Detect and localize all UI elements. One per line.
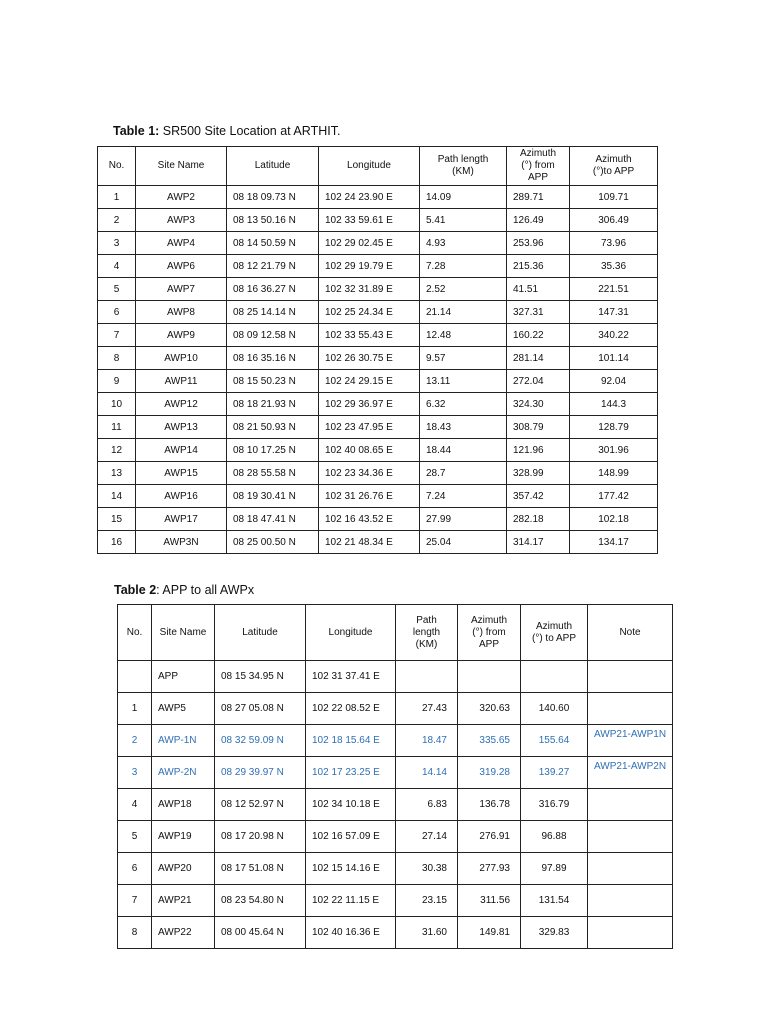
table-row [98, 439, 658, 462]
table-cell: 289.71 [507, 186, 570, 209]
table-row [118, 693, 673, 725]
table-cell: 148.99 [570, 462, 658, 485]
table-cell: 215.36 [507, 255, 570, 278]
note-cell [588, 853, 673, 885]
table-cell: 6 [118, 853, 152, 885]
table-cell: 14 [98, 485, 136, 508]
table-cell: 08 32 59.09 N [215, 725, 306, 757]
table-cell: 102 16 57.09 E [306, 821, 396, 853]
table1-caption [113, 124, 340, 138]
table-cell: 15 [98, 508, 136, 531]
table-cell: 13.11 [420, 370, 507, 393]
table-cell: 102 16 43.52 E [319, 508, 420, 531]
table-cell: AWP9 [136, 324, 227, 347]
table-cell: 2.52 [420, 278, 507, 301]
table-row [98, 301, 658, 324]
table-cell: AWP7 [136, 278, 227, 301]
table1-caption-label: Table 1: [113, 124, 160, 138]
table-cell: APP [152, 661, 215, 693]
table-cell: 08 16 35.16 N [227, 347, 319, 370]
table-cell: 311.56 [458, 885, 521, 917]
table-cell: 6 [98, 301, 136, 324]
table-cell: 319.28 [458, 757, 521, 789]
table-cell: 30.38 [396, 853, 458, 885]
table-cell: 253.96 [507, 232, 570, 255]
table2-header-cell: No. [118, 605, 152, 661]
table-cell: 306.49 [570, 209, 658, 232]
table-cell [396, 661, 458, 693]
table1-header-cell: Longitude [319, 147, 420, 186]
table-cell: 23.15 [396, 885, 458, 917]
table-row [118, 757, 673, 789]
table-cell: 357.42 [507, 485, 570, 508]
table-cell: 102 22 11.15 E [306, 885, 396, 917]
table-cell: 97.89 [521, 853, 588, 885]
table-cell: AWP-2N [152, 757, 215, 789]
table-cell: 92.04 [570, 370, 658, 393]
table-cell: 102 40 08.65 E [319, 439, 420, 462]
table-cell: 08 23 54.80 N [215, 885, 306, 917]
table-cell: 08 18 09.73 N [227, 186, 319, 209]
table-cell: AWP6 [136, 255, 227, 278]
table-cell: 31.60 [396, 917, 458, 949]
table-cell: 08 09 12.58 N [227, 324, 319, 347]
table-cell: 102 31 37.41 E [306, 661, 396, 693]
table-cell: 08 10 17.25 N [227, 439, 319, 462]
table-cell: 10 [98, 393, 136, 416]
table-cell: AWP2 [136, 186, 227, 209]
table2-body [118, 661, 673, 949]
table2-caption-text: : APP to all AWPx [156, 583, 255, 597]
table-row [118, 725, 673, 757]
table-cell: 14.09 [420, 186, 507, 209]
table-cell: AWP4 [136, 232, 227, 255]
table-cell: 08 18 47.41 N [227, 508, 319, 531]
table1-header-cell: Path length (KM) [420, 147, 507, 186]
note-cell [588, 661, 673, 693]
table-row [98, 186, 658, 209]
table-row [98, 416, 658, 439]
table2-caption [114, 583, 254, 597]
table-cell: 316.79 [521, 789, 588, 821]
table-row [118, 789, 673, 821]
table1-header-cell: Azimuth (°)to APP [570, 147, 658, 186]
table1-header-row [98, 147, 658, 186]
table-cell: 18.47 [396, 725, 458, 757]
table-cell: 101.14 [570, 347, 658, 370]
table-cell: 96.88 [521, 821, 588, 853]
table-cell: 144.3 [570, 393, 658, 416]
table-cell: 08 17 20.98 N [215, 821, 306, 853]
table-row [118, 853, 673, 885]
table-cell: 281.14 [507, 347, 570, 370]
table-row [118, 821, 673, 853]
table-cell: AWP3 [136, 209, 227, 232]
table1-header-cell: Site Name [136, 147, 227, 186]
table-cell: 9 [98, 370, 136, 393]
table-cell [521, 661, 588, 693]
table-cell: AWP11 [136, 370, 227, 393]
table-row [98, 531, 658, 554]
table-cell: 11 [98, 416, 136, 439]
table-cell: 340.22 [570, 324, 658, 347]
table-cell: 102 34 10.18 E [306, 789, 396, 821]
table-cell: 140.60 [521, 693, 588, 725]
table-cell: 126.49 [507, 209, 570, 232]
table-cell: 7.24 [420, 485, 507, 508]
table-cell: AWP10 [136, 347, 227, 370]
table-cell: 08 14 50.59 N [227, 232, 319, 255]
table-cell: 08 17 51.08 N [215, 853, 306, 885]
table-cell: 121.96 [507, 439, 570, 462]
note-cell [588, 693, 673, 725]
table-cell: 102.18 [570, 508, 658, 531]
table-cell: 7 [98, 324, 136, 347]
table-cell: AWP-1N [152, 725, 215, 757]
table-row [98, 347, 658, 370]
app-to-awp-table [117, 604, 673, 949]
table-cell: 328.99 [507, 462, 570, 485]
table-cell: 102 29 19.79 E [319, 255, 420, 278]
table-row [98, 255, 658, 278]
table-cell: 7.28 [420, 255, 507, 278]
table1-caption-text: SR500 Site Location at ARTHIT. [159, 124, 341, 138]
table-cell: 102 33 55.43 E [319, 324, 420, 347]
table1-header-cell: Latitude [227, 147, 319, 186]
table-cell: 18.44 [420, 439, 507, 462]
table-cell: AWP8 [136, 301, 227, 324]
table-cell: 08 12 21.79 N [227, 255, 319, 278]
table1-header-cell: No. [98, 147, 136, 186]
table-cell: 102 32 31.89 E [319, 278, 420, 301]
table-cell: 08 21 50.93 N [227, 416, 319, 439]
table-row [98, 485, 658, 508]
table-cell: AWP22 [152, 917, 215, 949]
table-cell: 134.17 [570, 531, 658, 554]
table-row [118, 885, 673, 917]
table-cell: 139.27 [521, 757, 588, 789]
table-cell: AWP3N [136, 531, 227, 554]
table-cell: 41.51 [507, 278, 570, 301]
table-cell: 8 [118, 917, 152, 949]
table-cell: 8 [98, 347, 136, 370]
table-cell [458, 661, 521, 693]
table-row [98, 462, 658, 485]
table-cell: 08 15 50.23 N [227, 370, 319, 393]
table-cell: 102 29 36.97 E [319, 393, 420, 416]
table2-header-cell: Azimuth (°) from APP [458, 605, 521, 661]
table-cell: 155.64 [521, 725, 588, 757]
table-cell: 6.83 [396, 789, 458, 821]
table-cell: 128.79 [570, 416, 658, 439]
table-cell: AWP5 [152, 693, 215, 725]
table-cell: 136.78 [458, 789, 521, 821]
site-location-table [97, 146, 658, 554]
table-cell: 7 [118, 885, 152, 917]
table-cell: 08 13 50.16 N [227, 209, 319, 232]
table-row [98, 508, 658, 531]
table-cell: AWP14 [136, 439, 227, 462]
table-cell: 6.32 [420, 393, 507, 416]
table-cell: AWP15 [136, 462, 227, 485]
table2-header-cell: Longitude [306, 605, 396, 661]
table-row [98, 393, 658, 416]
table2-caption-label: Table 2 [114, 583, 157, 597]
table-cell: 13 [98, 462, 136, 485]
table-cell: AWP12 [136, 393, 227, 416]
table-cell: AWP20 [152, 853, 215, 885]
table-row [118, 661, 673, 693]
table-cell: 08 28 55.58 N [227, 462, 319, 485]
table-cell: 102 17 23.25 E [306, 757, 396, 789]
table-cell: AWP13 [136, 416, 227, 439]
table2-header-row [118, 605, 673, 661]
table-cell: 102 15 14.16 E [306, 853, 396, 885]
table-cell: 08 25 00.50 N [227, 531, 319, 554]
table-cell: 73.96 [570, 232, 658, 255]
note-cell: AWP21-AWP1N [588, 725, 673, 757]
table-cell: 102 18 15.64 E [306, 725, 396, 757]
note-cell [588, 917, 673, 949]
table-cell: 08 29 39.97 N [215, 757, 306, 789]
note-cell [588, 885, 673, 917]
table-cell: 147.31 [570, 301, 658, 324]
table-cell: 08 27 05.08 N [215, 693, 306, 725]
table-cell: 12.48 [420, 324, 507, 347]
table-cell: 177.42 [570, 485, 658, 508]
table-row [98, 370, 658, 393]
table-cell: 131.54 [521, 885, 588, 917]
table-cell: 14.14 [396, 757, 458, 789]
table-cell: 08 12 52.97 N [215, 789, 306, 821]
table-row [98, 209, 658, 232]
table2-header-cell: Latitude [215, 605, 306, 661]
table-cell: 324.30 [507, 393, 570, 416]
table-cell: 102 22 08.52 E [306, 693, 396, 725]
table1-body [98, 186, 658, 554]
table2-header-cell: Path length (KM) [396, 605, 458, 661]
table-row [118, 917, 673, 949]
table-cell: 2 [118, 725, 152, 757]
table-cell: 109.71 [570, 186, 658, 209]
table-cell: 160.22 [507, 324, 570, 347]
table2-header-cell: Site Name [152, 605, 215, 661]
table-row [98, 278, 658, 301]
table-cell: 1 [118, 693, 152, 725]
table2-header-cell: Note [588, 605, 673, 661]
table-cell: 308.79 [507, 416, 570, 439]
table-cell: 4.93 [420, 232, 507, 255]
table-cell: 102 24 29.15 E [319, 370, 420, 393]
table-cell: 102 40 16.36 E [306, 917, 396, 949]
table-cell: 102 24 23.90 E [319, 186, 420, 209]
table2-header-cell: Azimuth (°) to APP [521, 605, 588, 661]
table-cell: 28.7 [420, 462, 507, 485]
table-cell: 16 [98, 531, 136, 554]
table-cell: 12 [98, 439, 136, 462]
table-cell: 276.91 [458, 821, 521, 853]
table-cell: 27.14 [396, 821, 458, 853]
table-cell: 08 19 30.41 N [227, 485, 319, 508]
table-cell: 102 21 48.34 E [319, 531, 420, 554]
table-cell: 149.81 [458, 917, 521, 949]
note-cell [588, 789, 673, 821]
table-cell: 102 23 34.36 E [319, 462, 420, 485]
table-cell: 08 16 36.27 N [227, 278, 319, 301]
table-cell: 320.63 [458, 693, 521, 725]
table-cell: AWP16 [136, 485, 227, 508]
table-cell: 301.96 [570, 439, 658, 462]
table-cell: 08 25 14.14 N [227, 301, 319, 324]
table-cell: 221.51 [570, 278, 658, 301]
table-cell: 08 00 45.64 N [215, 917, 306, 949]
table-cell: 102 25 24.34 E [319, 301, 420, 324]
table-cell: 08 18 21.93 N [227, 393, 319, 416]
note-cell [588, 821, 673, 853]
table-row [98, 324, 658, 347]
table-cell: AWP21 [152, 885, 215, 917]
table-cell: 1 [98, 186, 136, 209]
table-cell: 9.57 [420, 347, 507, 370]
table-cell: 35.36 [570, 255, 658, 278]
table-cell: 102 29 02.45 E [319, 232, 420, 255]
table-cell: 102 31 26.76 E [319, 485, 420, 508]
table-cell: AWP17 [136, 508, 227, 531]
table-cell: 25.04 [420, 531, 507, 554]
table-cell: AWP19 [152, 821, 215, 853]
table1-header-cell: Azimuth (°) from APP [507, 147, 570, 186]
table-cell: 102 23 47.95 E [319, 416, 420, 439]
table-cell [118, 661, 152, 693]
table-cell: 5 [118, 821, 152, 853]
table-cell: 4 [98, 255, 136, 278]
table-cell: 102 26 30.75 E [319, 347, 420, 370]
table-cell: 4 [118, 789, 152, 821]
table-cell: 5 [98, 278, 136, 301]
note-cell: AWP21-AWP2N [588, 757, 673, 789]
table-cell: 272.04 [507, 370, 570, 393]
table-cell: 3 [118, 757, 152, 789]
table-cell: 282.18 [507, 508, 570, 531]
table-cell: 3 [98, 232, 136, 255]
table-cell: 2 [98, 209, 136, 232]
table-cell: 102 33 59.61 E [319, 209, 420, 232]
table-cell: AWP18 [152, 789, 215, 821]
table-cell: 5.41 [420, 209, 507, 232]
table-cell: 18.43 [420, 416, 507, 439]
table-cell: 329.83 [521, 917, 588, 949]
table-cell: 27.99 [420, 508, 507, 531]
table-cell: 277.93 [458, 853, 521, 885]
table-cell: 08 15 34.95 N [215, 661, 306, 693]
table-cell: 327.31 [507, 301, 570, 324]
table-cell: 335.65 [458, 725, 521, 757]
table-cell: 314.17 [507, 531, 570, 554]
table-cell: 21.14 [420, 301, 507, 324]
table-cell: 27.43 [396, 693, 458, 725]
table-row [98, 232, 658, 255]
